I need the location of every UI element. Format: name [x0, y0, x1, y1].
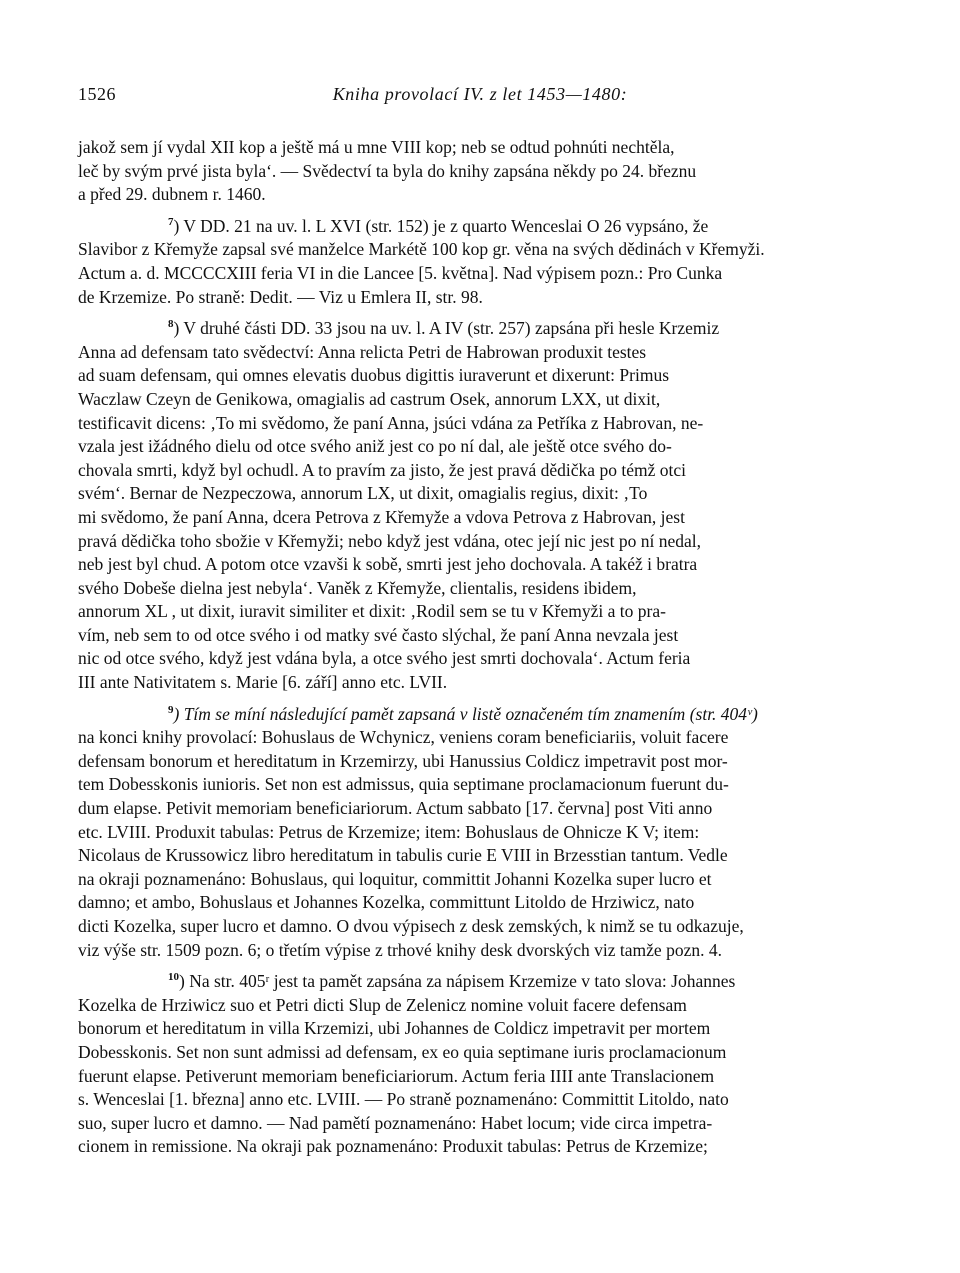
text-line: suo, super lucro et damno. — Nad pamětí poznamenáno: Habet locum; vide circa impetra-: [78, 1112, 713, 1133]
text-line: [78, 970, 888, 994]
text-line: pravá dědička toho sbožie v Křemyži; nebo když jest vdána, otec její nic jest po ní nedal,: [78, 530, 701, 551]
text-line: etc. LVIII. Produxit tabulas: Petrus de Krzemize; item: Bohuslaus de Ohnicze K V; item:: [78, 821, 700, 842]
running-title: Kniha provolací IV. z let 1453—1480:: [332, 84, 628, 104]
text-line: vzala jest ižádného dielu od otce svého aniž jest co po ní dal, ale ještě otce svého do-: [78, 436, 672, 457]
text-line: Nicolaus de Krussowicz libro hereditatum in tabulis curie E VIII in Brzesstian tantum. Vedle: [78, 845, 728, 866]
footnote-9: [78, 703, 888, 963]
text-line: ad suam defensam, qui omnes elevatis duobus digittis iuraverunt et dixerunt: Primus: [78, 365, 670, 386]
text-line: mi svědomo, že paní Anna, dcera Petrova z Křemyže a vdova Petrova z Habrovan, jest: [78, 506, 685, 527]
text-line: dum elapse. Petivit memoriam beneficiariorum. Actum sabbato [17. června] post Viti anno: [78, 798, 713, 819]
text-line: Slavibor z Křemyže zapsal své manželce Markétě 100 kop gr. věna na svých dědinách v Křemyži.: [78, 239, 765, 260]
text-fragment: ) Tím se míní následující pamět zapsaná v listě označeném tím znamením (str. 404ᵛ): [173, 703, 758, 724]
text-line: [78, 317, 888, 341]
text-line: a před 29. dubnem r. 1460.: [78, 184, 266, 205]
text-line: annorum XL , ut dixit, iuravit similiter et dixit: ‚Rodil sem se tu v Křemyži a to pra-: [78, 601, 666, 622]
text-line: Dobesskonis. Set non sunt admissi ad defensam, ex eo quia septimane iuris proclamacionum: [78, 1041, 727, 1062]
footnote-8: [78, 317, 888, 695]
text-line: svého Dobeše dielna jest nebyla‘. Vaněk z Křemyže, clientalis, residens ibidem,: [78, 577, 637, 598]
footnote-marker: 8: [168, 318, 174, 331]
footnote-marker: 7: [168, 215, 174, 228]
text-line: cionem in remissione. Na okraji pak poznamenáno: Produxit tabulas: Petrus de Krzemize;: [78, 1136, 708, 1157]
text-line: dicti Kozelka, super lucro et damno. O dvou výpisech z desk zemských, k nimž se tu odkazuje,: [78, 916, 744, 936]
text-line: de Krzemize. Po straně: Dedit. — Viz u Emlera II, str. 98.: [78, 286, 483, 307]
text-line: nic od otce svého, když jest vdána byla, a otce svého jest smrti dochovala‘. Actum feria: [78, 648, 691, 669]
text-line: [78, 703, 888, 727]
text-line: Kozelka de Hrziwicz suo et Petri dicti Slup de Zelenicz nomine voluit facere defensam: [78, 994, 687, 1015]
text-fragment: ) Na str. 405ʳ jest ta pamět zapsána za nápisem Krzemize v tato slova: Johannes: [179, 971, 736, 992]
footnote-7: [78, 215, 888, 309]
text-line: III ante Nativitatem s. Marie [6. září] anno etc. LVII.: [78, 672, 448, 693]
page-header: [78, 84, 882, 114]
text-line: svém‘. Bernar de Nezpeczowa, annorum LX, ut dixit, omagialis regius, dixit: ‚To: [78, 483, 648, 504]
footnote-marker: 9: [168, 703, 174, 716]
text-line: neb jest byl chud. A potom otce vzavši k sobě, smrti jest jeho dochovala. A takéž i bratra: [78, 554, 698, 575]
text-line: viz výše str. 1509 pozn. 6; o třetím výpise z trhové knihy desk dvorských viz tamže pozn. 4.: [78, 939, 722, 960]
text-line: vím, neb sem to od otce svého i od matky své často slýchal, že paní Anna nevzala jest: [78, 624, 679, 645]
text-line: Anna ad defensam tato svědectví: Anna relicta Petri de Habrowan produxit testes: [78, 341, 647, 362]
text-line: fuerunt elapse. Petiverunt memoriam beneficiariorum. Actum feria IIII ante Translacionem: [78, 1065, 715, 1086]
text-line: tem Dobesskonis iunioris. Set non est admissus, quia septimane proclamacionum fuerunt du-: [78, 774, 729, 795]
text-line: [78, 215, 888, 239]
text-line: defensam bonorum et hereditatum in Krzemirzy, ubi Hanussius Coldicz impetravit post mor-: [78, 750, 728, 771]
text-line: chovala smrti, když byl ochudl. A to pravím za jisto, že jest pravá dědička po témž otci: [78, 459, 686, 480]
text-line: damno; et ambo, Bohuslaus et Johannes Kozelka, committunt Litoldo de Hrziwicz, nato: [78, 892, 695, 913]
text-line: bonorum et hereditatum in villa Krzemizi, ubi Johannes de Coldicz impetravit per mortem: [78, 1018, 711, 1039]
text-fragment: ) V druhé části DD. 33 jsou na uv. l. A IV (str. 257) zapsána při hesle Krzemiz: [173, 318, 720, 339]
text-fragment: ) V DD. 21 na uv. l. L XVI (str. 152) je z quarto Wenceslai O 26 vypsáno, že: [173, 215, 709, 236]
text-line: s. Wenceslai [1. března] anno etc. LVIII. — Po straně poznamenáno: Committit Litoldo, nato: [78, 1089, 729, 1110]
text-line: jakož sem jí vydal XII kop a ještě má u mne VIII kop; neb se odtud pohnúti nechtěla,: [78, 137, 675, 157]
note-continuation: [78, 136, 888, 207]
page-number: 1526: [78, 84, 116, 104]
text-line: na okraji poznamenáno: Bohuslaus, qui loquitur, committit Johanni Kozelka super lucro et: [78, 868, 712, 889]
footnote-10: [78, 970, 888, 1159]
footnote-marker: 10: [168, 971, 179, 984]
text-line: Waczlaw Czeyn de Genikowa, omagialis ad castrum Osek, annorum LXX, ut dixit,: [78, 388, 661, 409]
text-line: leč by svým prvé jista byla‘. — Svědectví ta byla do knihy zapsána někdy po 24. březnu: [78, 160, 697, 181]
text-line: testificavit dicens: ‚To mi svědomo, že paní Anna, jsúci vdána za Petříka z Habrovan, ne-: [78, 412, 704, 433]
footnotes-body: [78, 136, 888, 1167]
text-line: na konci knihy provolací: Bohuslaus de Wchynicz, veniens coram beneficiariis, voluit facere: [78, 727, 729, 748]
text-line: Actum a. d. MCCCCXIII feria VI in die Lancee [5. května]. Nad výpisem pozn.: Pro Cunka: [78, 262, 723, 283]
